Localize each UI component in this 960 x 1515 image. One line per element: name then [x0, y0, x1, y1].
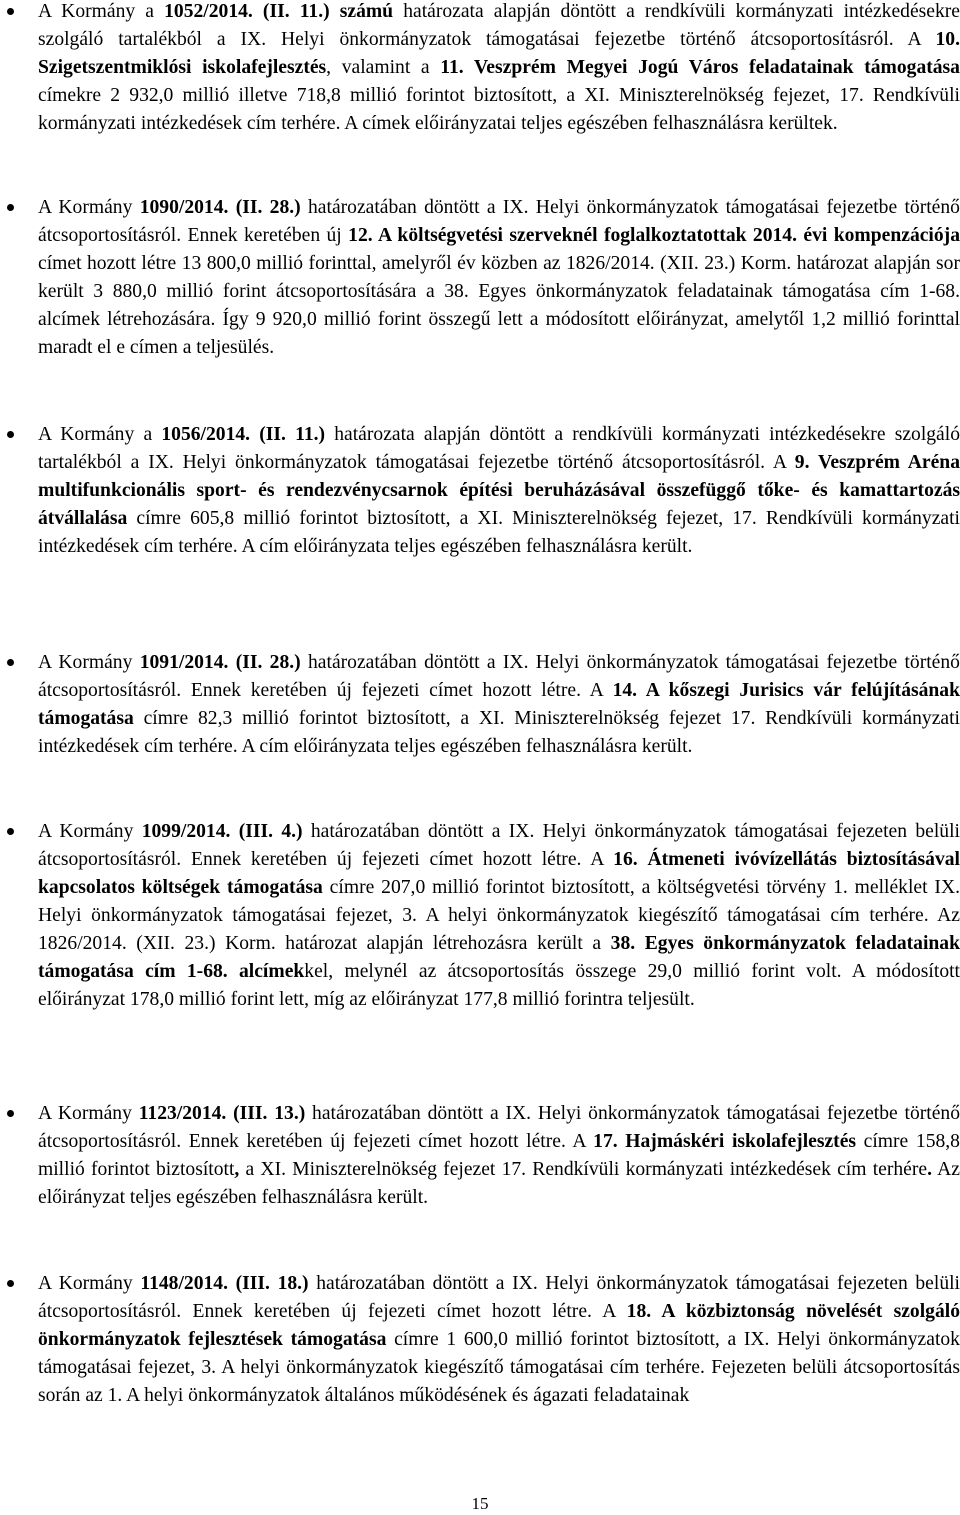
bold-text: 16. Átmeneti ivóvízellátás biztosításával kapcsolatos költségek támogatása: [38, 849, 960, 898]
text-run: kel, melynél az átcsoportosítás összege 29,0 millió forint volt. A módosított előirányzat 178,0 millió forint lett, míg az előirányzat 177,8 millió forintra teljesült.: [38, 961, 960, 1010]
text-run: címre 207,0 millió forintot biztosított, a költségvetési törvény 1. melléklet IX. Helyi önkormányzatok támogatásai fejezet, 3. A helyi önkormányzatok kiegészítő támogatásai cím terhére. Az 1826/2014. (XII. 23.) Korm. határozat alapján létrehozásra került a: [38, 877, 960, 954]
bold-text: 1099/2014. (III. 4.): [141, 821, 303, 842]
list-item-1056-2014: [38, 421, 960, 561]
bold-text: 1123/2014. (III. 13.): [138, 1103, 306, 1124]
bullet-icon: [7, 828, 14, 835]
list-item-1148-2014: [38, 1270, 960, 1410]
text-run: címre 82,3 millió forintot biztosított, a XI. Miniszterelnökség fejezet 17. Rendkívüli kormányzati intézkedések cím terhére. A cím előirányzata teljes egészében felhasználásra került.: [38, 708, 960, 757]
bullet-icon: [7, 659, 14, 666]
bold-text: 1091/2014. (II. 28.): [139, 652, 301, 673]
text-run: határozatában döntött a IX. Helyi önkormányzatok támogatásai fejezetbe történő átcsoportosításról. Ennek keretében új: [38, 197, 960, 246]
list-item-1090-2014: [38, 194, 960, 362]
text-run: A Kormány: [38, 821, 142, 842]
page-number: 15: [471, 1494, 489, 1513]
text-run: A Kormány: [38, 1273, 141, 1294]
text-run: határozatában döntött a IX. Helyi önkormányzatok támogatásai fejezeten belüli átcsoportosításról. Ennek keretében új fejezeti címet hozott létre. A: [38, 821, 960, 870]
text-run: A Kormány a: [38, 424, 162, 445]
text-run: A Kormány: [38, 1103, 139, 1124]
text-run: címekre 2 932,0 millió illetve 718,8 millió forintot biztosított, a XI. Miniszterelnökség fejezet, 17. Rendkívüli kormányzati intézkedések cím terhére. A címek előirányzatai teljes egészében felhasználásra kerültek.: [38, 85, 960, 134]
bullet-icon: [7, 204, 14, 211]
bold-text: 11. Veszprém Megyei Jogú Város feladatainak támogatása: [440, 57, 960, 78]
bold-text: 14. A kőszegi Jurisics vár felújításának támogatása: [38, 680, 960, 729]
bold-text: 1056/2014. (II. 11.): [161, 424, 326, 445]
text-run: címre 605,8 millió forintot biztosított, a XI. Miniszterelnökség fejezet, 17. Rendkívüli kormányzati intézkedések cím terhére. A cím előirányzata teljes egészében felhasználásra került.: [38, 508, 960, 557]
text-run: a XI. Miniszterelnökség fejezet 17. Rendkívüli kormányzati intézkedések cím terhére: [239, 1159, 928, 1180]
text-run: A Kormány: [38, 197, 140, 218]
bold-text: .: [927, 1159, 932, 1180]
text-run: , valamint a: [326, 57, 441, 78]
bullet-icon: [7, 1110, 14, 1117]
text-run: A Kormány a: [38, 1, 165, 22]
text-run: címre 158,8 millió forintot biztosított: [38, 1131, 960, 1180]
bold-text: 1090/2014. (II. 28.): [139, 197, 301, 218]
bold-text: 10. Szigetszentmiklósi iskolafejlesztés: [38, 29, 960, 78]
list-item-1099-2014: [38, 818, 960, 1014]
text-run: határozata alapján döntött a rendkívüli kormányzati intézkedésekre szolgáló tartalékból a IX. Helyi önkormányzatok támogatásai fejezetbe történő átcsoportosításról. A: [38, 424, 960, 473]
text-run: A Kormány: [38, 652, 140, 673]
paragraph: [38, 421, 960, 561]
text-run: címet hozott létre 13 800,0 millió forinttal, amelyről év közben az 1826/2014. (XII. 23.) Korm. határozat alapján sor került 3 880,0 millió forint átcsoportosítására a 38. Egyes önkormányzatok feladatainak támogatása cím 1-68. alcímek létrehozására. Így 9 920,0 millió forint összegű lett a módosított előirányzat, amelytől 1,2 millió forinttal maradt el e címen a teljesülés.: [38, 253, 960, 358]
list-item-1123-2014: [38, 1100, 960, 1212]
text-run: Az előirányzat teljes egészében felhasználásra került.: [38, 1159, 960, 1208]
bullet-icon: [7, 431, 14, 438]
bold-text: 9. Veszprém Aréna multifunkcionális sport- és rendezvénycsarnok építési beruházásával összefüggő tőke- és kamattartozás átvállalása: [38, 452, 960, 529]
paragraph: [38, 1270, 960, 1410]
paragraph: [38, 0, 960, 138]
bold-text: 17. Hajmáskéri iskolafejlesztés: [593, 1131, 857, 1152]
bold-text: ,: [234, 1159, 240, 1180]
bullet-icon: [7, 8, 14, 15]
text-run: címre 1 600,0 millió forintot biztosított, a IX. Helyi önkormányzatok támogatásai fejezet, 3. A helyi önkormányzatok kiegészítő támogatásai cím terhére. Fejezeten belüli átcsoportosítás során az 1. A helyi önkormányzatok általános működésének és ágazati feladatainak: [38, 1329, 960, 1406]
bold-text: 18. A közbiztonság növelését szolgáló önkormányzatok fejlesztések támogatása: [38, 1301, 960, 1350]
text-run: határozatában döntött a IX. Helyi önkormányzatok támogatásai fejezetbe történő átcsoportosításról. Ennek keretében új fejezeti címet hozott létre. A: [38, 1103, 960, 1152]
text-run: határozatában döntött a IX. Helyi önkormányzatok támogatásai fejezeten belüli átcsoportosításról. Ennek keretében új fejezeti címet hozott létre. A: [38, 1273, 960, 1322]
list-item-1091-2014: [38, 649, 960, 761]
bold-text: 1052/2014. (II. 11.) számú: [164, 1, 394, 22]
paragraph: [38, 1100, 960, 1212]
paragraph: [38, 194, 960, 362]
bold-text: 1148/2014. (III. 18.): [140, 1273, 309, 1294]
list-item-1052-2014: [38, 0, 960, 138]
bold-text: 38. Egyes önkormányzatok feladatainak támogatása cím 1-68. alcímek: [38, 933, 960, 982]
paragraph: [38, 649, 960, 761]
text-run: határozata alapján döntött a rendkívüli kormányzati intézkedésekre szolgáló tartalékból a IX. Helyi önkormányzatok támogatásai fejezetbe történő átcsoportosításról. A: [38, 1, 960, 50]
text-run: határozatában döntött a IX. Helyi önkormányzatok támogatásai fejezetbe történő átcsoportosításról. Ennek keretében új fejezeti címet hozott létre. A: [38, 652, 960, 701]
paragraph: [38, 818, 960, 1014]
bold-text: 12. A költségvetési szerveknél foglalkoztatottak 2014. évi kompenzációja: [348, 225, 960, 246]
bullet-icon: [7, 1280, 14, 1287]
